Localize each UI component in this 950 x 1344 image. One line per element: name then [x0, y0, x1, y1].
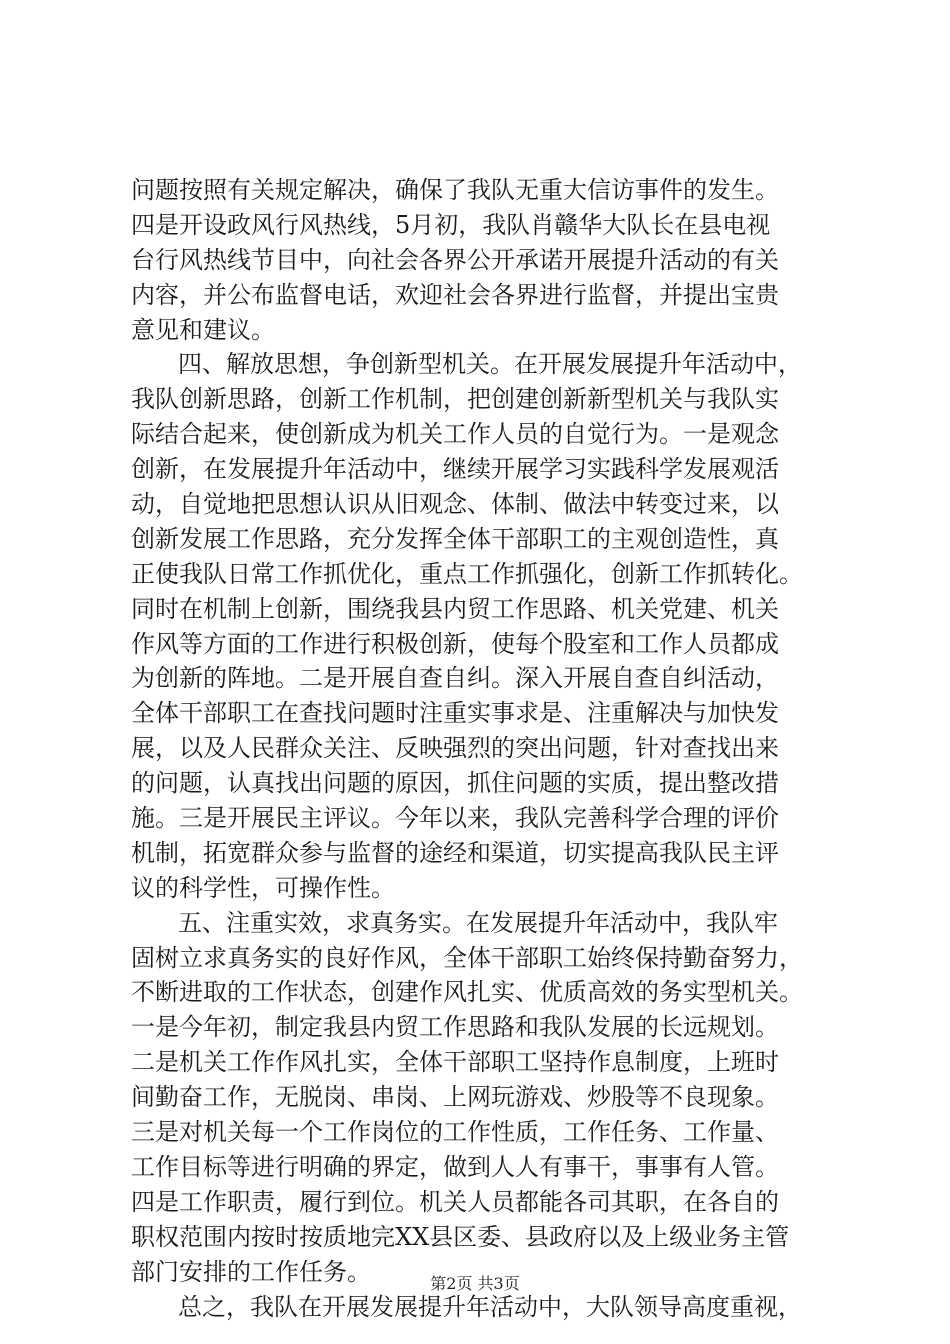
text-line: 内容，并公布监督电话，欢迎社会各界进行监督，并提出宝贵	[131, 280, 779, 309]
text-line: 一是今年初，制定我县内贸工作思路和我队发展的长远规划。	[131, 1013, 779, 1042]
text-line: 正使我队日常工作抓优化，重点工作抓强化，创新工作抓转化。	[131, 559, 803, 588]
text-line: 三是对机关每一个工作岗位的工作性质，工作任务、工作量、	[131, 1118, 779, 1147]
text-line: 同时在机制上创新，围绕我县内贸工作思路、机关党建、机关	[131, 594, 779, 623]
text-line: 部门安排的工作任务。	[131, 1257, 371, 1286]
text-line: 议的科学性，可操作性。	[131, 873, 395, 902]
paragraph-first-line: 总之，我队在开展发展提升年活动中，大队领导高度重视，	[178, 1292, 802, 1321]
text-line: 问题按照有关规定解决，确保了我队无重大信访事件的发生。	[131, 176, 779, 204]
text-line: 际结合起来，使创新成为机关工作人员的自觉行为。一是观念	[131, 420, 779, 449]
text-line: 的问题，认真找出问题的原因，抓住问题的实质，提出整改措	[131, 769, 779, 798]
text-line: 意见和建议。	[131, 315, 275, 344]
text-line: 动，自觉地把思想认识从旧观念、体制、做法中转变过来，以	[131, 490, 779, 519]
document-body	[131, 173, 843, 1324]
text-line: 二是机关工作作风扎实，全体干部职工坚持作息制度，上班时	[131, 1048, 779, 1077]
page-footer: 第2页 共3页	[430, 1274, 520, 1293]
text-line: 为创新的阵地。二是开展自查自纠。深入开展自查自纠活动，	[131, 664, 779, 693]
text-line: 固树立求真务实的良好作风，全体干部职工始终保持勤奋努力，	[131, 943, 803, 972]
text-line: 创新发展工作思路，充分发挥全体干部职工的主观创造性，真	[131, 524, 779, 553]
text-line: 台行风热线节目中，向社会各界公开承诺开展提升活动的有关	[131, 245, 779, 274]
text-line: 全体干部职工在查找问题时注重实事求是、注重解决与加快发	[131, 699, 779, 728]
text-line: 四是工作职责，履行到位。机关人员都能各司其职，在各自的	[131, 1187, 779, 1216]
text-line: 展，以及人民群众关注、反映强烈的突出问题，针对查找出来	[131, 734, 779, 763]
paragraph-first-line: 五、注重实效，求真务实。在发展提升年活动中，我队牢	[178, 908, 778, 937]
paragraph-first-line: 四、解放思想，争创新型机关。在开展发展提升年活动中，	[178, 350, 802, 379]
text-line: 四是开设政风行风热线，5月初，我队肖赣华大队长在县电视	[131, 210, 771, 239]
text-line: 作风等方面的工作进行积极创新，使每个股室和工作人员都成	[131, 629, 779, 658]
text-line: 间勤奋工作，无脱岗、串岗、上网玩游戏、炒股等不良现象。	[131, 1083, 779, 1112]
text-line: 工作目标等进行明确的界定，做到人人有事干，事事有人管。	[131, 1152, 779, 1181]
text-line: 职权范围内按时按质地完XX县区委、县政府以及上级业务主管	[131, 1222, 790, 1251]
text-line: 创新，在发展提升年活动中，继续开展学习实践科学发展观活	[131, 455, 779, 484]
text-line: 机制，拓宽群众参与监督的途经和渠道，切实提高我队民主评	[131, 838, 779, 867]
text-line: 不断进取的工作状态，创建作风扎实、优质高效的务实型机关。	[131, 978, 803, 1007]
text-line: 我队创新思路，创新工作机制，把创建创新新型机关与我队实	[131, 385, 779, 414]
text-line: 施。三是开展民主评议。今年以来，我队完善科学合理的评价	[131, 804, 779, 833]
